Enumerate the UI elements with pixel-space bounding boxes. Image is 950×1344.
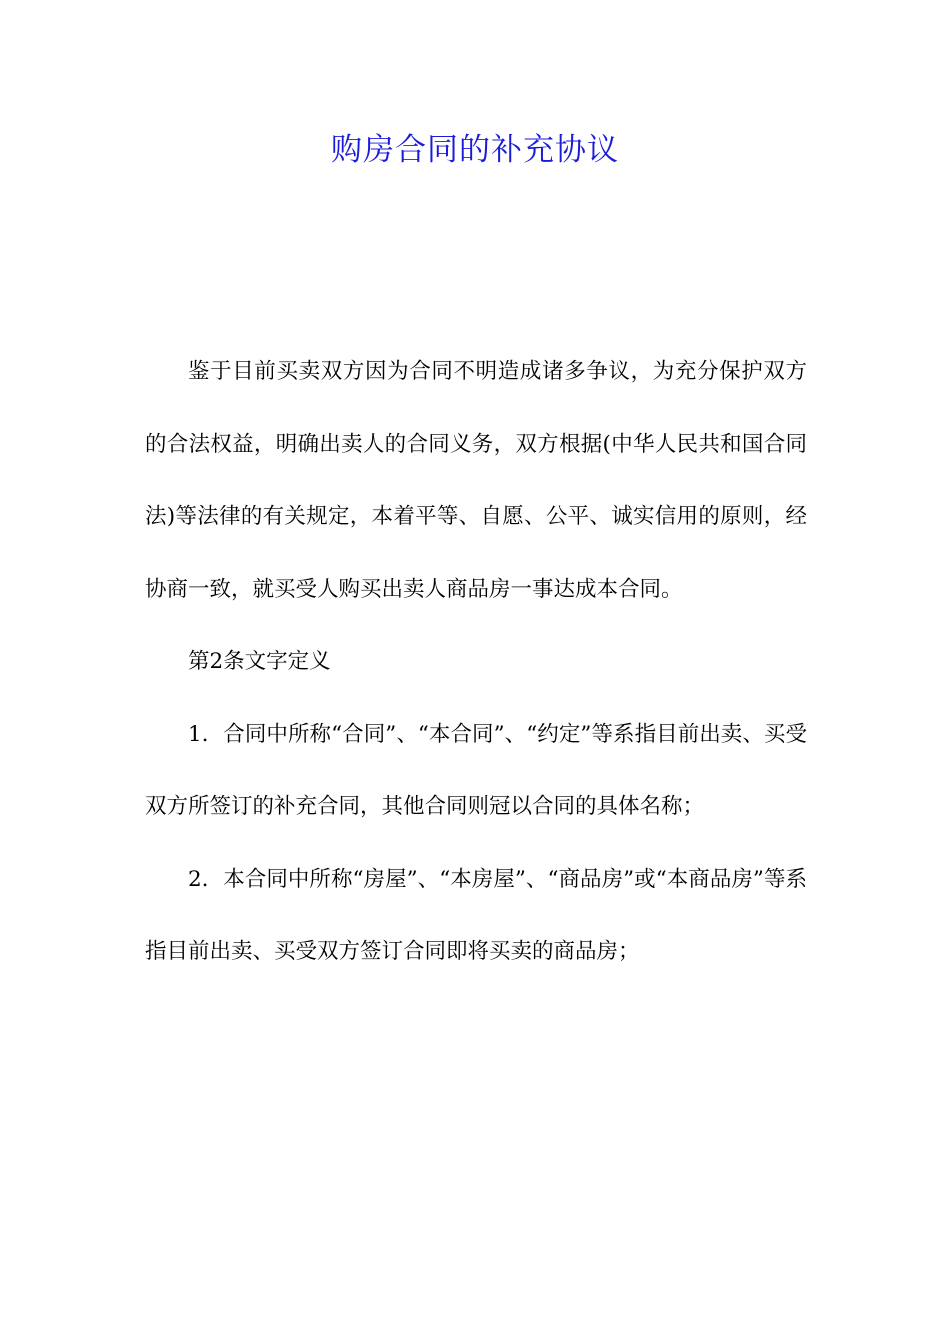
preamble-paragraph: 鉴于目前买卖双方因为合同不明造成诸多争议，为充分保护双方的合法权益，明确出卖人的合同义务，双方根据(中华人民共和国合同法)等法律的有关规定，本着平等、自愿、公平、诚实信用的原则，经协商一致，就买受人购买出卖人商品房一事达成本合同。 [145, 359, 807, 602]
definition-item-2: 2．本合同中所称“房屋”、“本房屋”、“商品房”或“本商品房”等系指目前出卖、买受双方签订合同即将买卖的商品房； [145, 866, 807, 964]
definition-item-1: 1．合同中所称“合同”、“本合同”、“约定”等系指目前出卖、买受双方所签订的补充合同，其他合同则冠以合同的具体名称； [145, 721, 807, 819]
article-heading: 第2条文字定义 [188, 649, 331, 674]
document-title: 购房合同的补充协议 [331, 132, 619, 168]
document-body [145, 336, 807, 989]
